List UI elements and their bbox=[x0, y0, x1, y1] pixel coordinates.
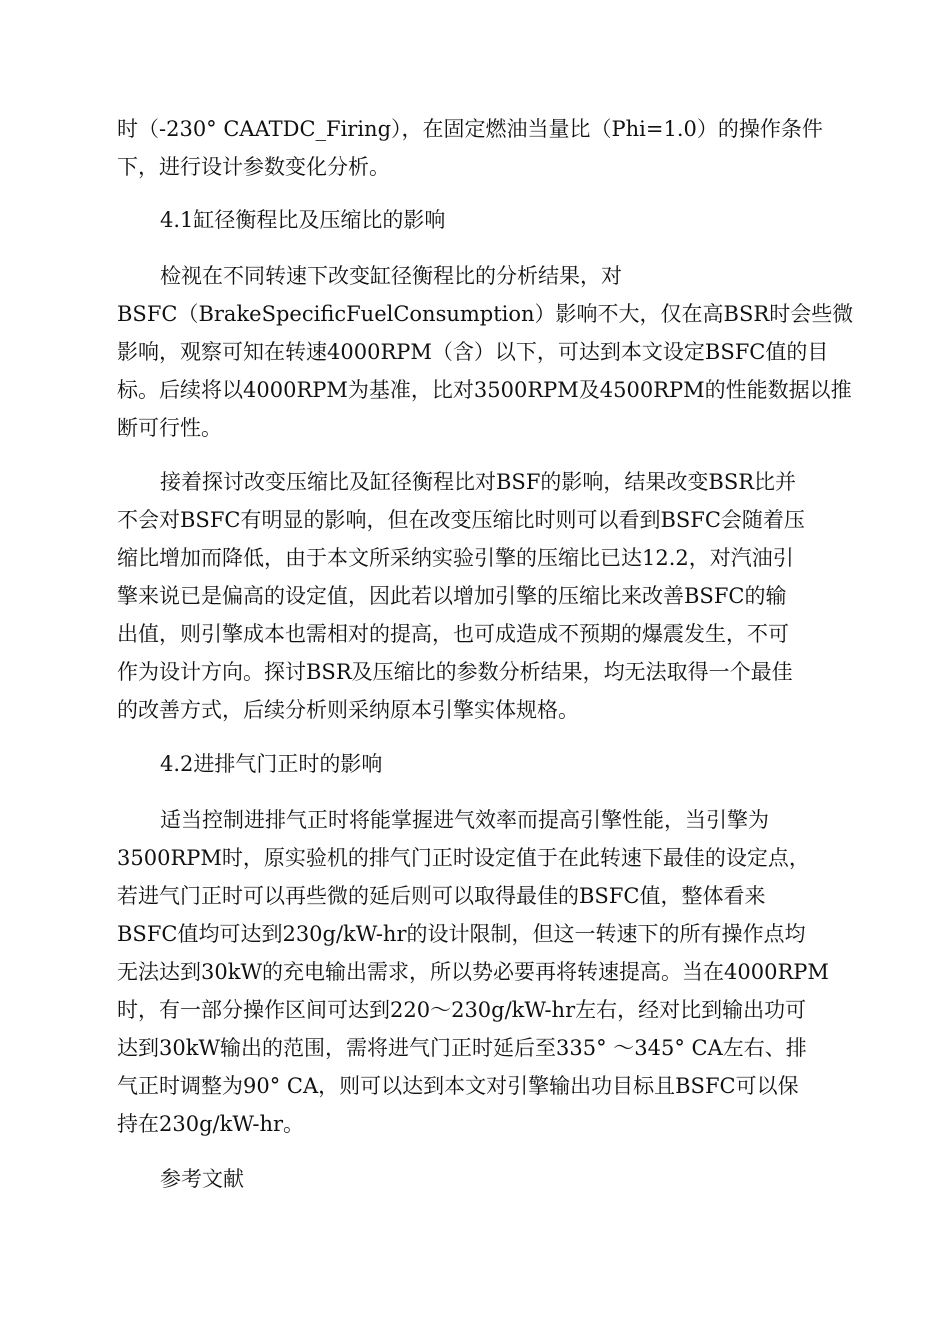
paragraph-3-line-6: 时，有一部分操作区间可达到220～230g/kW-hr左右，经对比到输出功可 bbox=[117, 998, 807, 1022]
paragraph-3-line-9: 持在230g/kW-hr。 bbox=[117, 1112, 305, 1136]
paragraph-2-line-5: 出值，则引擎成本也需相对的提高，也可成造成不预期的爆震发生，不可 bbox=[117, 622, 789, 646]
paragraph-2-line-6: 作为设计方向。探讨BSR及压缩比的参数分析结果，均无法取得一个最佳 bbox=[117, 660, 793, 684]
paragraph-2-line-2: 不会对BSFC有明显的影响，但在改变压缩比时则可以看到BSFC会随着压 bbox=[117, 508, 805, 532]
section-heading-4-2: 4.2进排气门正时的影响 bbox=[160, 752, 383, 776]
paragraph-0-line-1: 时（-230° CAATDC_Firing），在固定燃油当量比（Phi=1.0）的操作条件 bbox=[117, 117, 823, 141]
paragraph-1-line-4: 标。后续将以4000RPM为基准，比对3500RPM及4500RPM的性能数据以推 bbox=[117, 378, 852, 402]
paragraph-2-line-1: 接着探讨改变压缩比及缸径衡程比对BSF的影响，结果改变BSR比并 bbox=[160, 470, 797, 494]
paragraph-2-line-3: 缩比增加而降低，由于本文所采纳实验引擎的压缩比已达12.2，对汽油引 bbox=[117, 546, 794, 570]
references-heading: 参考文献 bbox=[160, 1167, 244, 1191]
paragraph-1-line-2: BSFC（BrakeSpecificFuelConsumption）影响不大，仅在高BSR时会些微 bbox=[117, 302, 854, 326]
paragraph-3-line-1: 适当控制进排气正时将能掌握进气效率而提高引擎性能，当引擎为 bbox=[160, 808, 769, 832]
paragraph-1-line-1: 检视在不同转速下改变缸径衡程比的分析结果，对 bbox=[160, 264, 622, 288]
paragraph-2-line-4: 擎来说已是偏高的设定值，因此若以增加引擎的压缩比来改善BSFC的输 bbox=[117, 584, 787, 608]
paragraph-3-line-3: 若进气门正时可以再些微的延后则可以取得最佳的BSFC值，整体看来 bbox=[117, 884, 766, 908]
paragraph-0-line-2: 下，进行设计参数变化分析。 bbox=[117, 155, 390, 179]
paragraph-2-line-7: 的改善方式，后续分析则采纳原本引擎实体规格。 bbox=[117, 698, 579, 722]
paragraph-1-line-5: 断可行性。 bbox=[117, 416, 222, 440]
paragraph-3-line-7: 达到30kW输出的范围，需将进气门正时延后至335° ～345° CA左右、排 bbox=[117, 1036, 807, 1060]
paragraph-3-line-2: 3500RPM时，原实验机的排气门正时设定值于在此转速下最佳的设定点， bbox=[117, 846, 810, 870]
section-heading-4-1: 4.1缸径衡程比及压缩比的影响 bbox=[160, 208, 446, 232]
paragraph-3-line-5: 无法达到30kW的充电输出需求，所以势必要再将转速提高。当在4000RPM bbox=[117, 960, 829, 984]
paragraph-3-line-8: 气正时调整为90° CA，则可以达到本文对引擎输出功目标且BSFC可以保 bbox=[117, 1074, 799, 1098]
paragraph-1-line-3: 影响，观察可知在转速4000RPM（含）以下，可达到本文设定BSFC值的目 bbox=[117, 340, 829, 364]
paragraph-3-line-4: BSFC值均可达到230g/kW-hr的设计限制，但这一转速下的所有操作点均 bbox=[117, 922, 806, 946]
